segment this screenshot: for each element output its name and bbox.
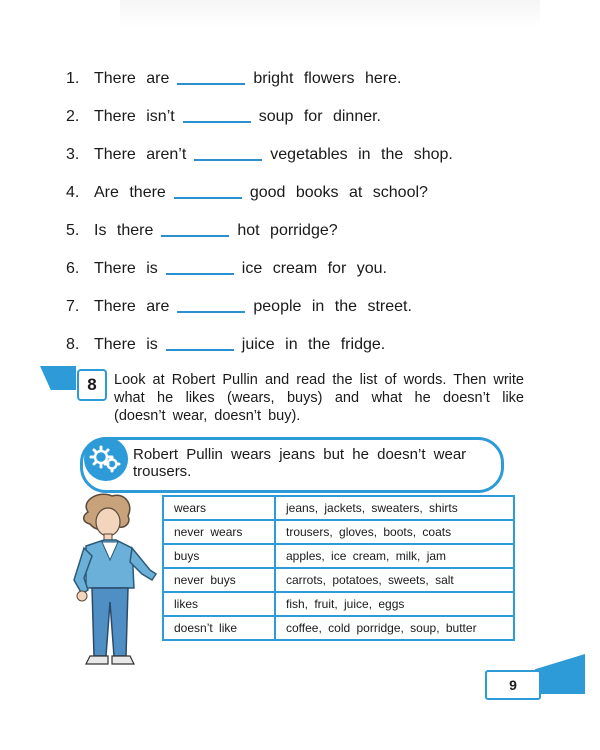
exercise-number: 5. bbox=[66, 222, 80, 239]
exercise-after: vegetables in the shop. bbox=[270, 146, 453, 163]
row-items: carrots, potatoes, sweets, salt bbox=[275, 568, 514, 592]
row-items: coffee, cold porridge, soup, butter bbox=[275, 616, 514, 640]
row-items: jeans, jackets, sweaters, shirts bbox=[275, 496, 514, 520]
table-row bbox=[163, 496, 514, 520]
answer-blank[interactable] bbox=[161, 225, 229, 237]
exercise-before: There is bbox=[94, 336, 158, 353]
exercise-1 bbox=[66, 70, 401, 94]
exercise-number: 1. bbox=[66, 70, 80, 87]
exercise-6 bbox=[66, 260, 387, 284]
exercise-4 bbox=[66, 184, 428, 208]
row-label: buys bbox=[163, 544, 275, 568]
gears-icon bbox=[84, 437, 128, 481]
exercise-before: There is bbox=[94, 260, 158, 277]
exercise-before: There are bbox=[94, 70, 170, 87]
exercise-number: 3. bbox=[66, 146, 80, 163]
answer-blank[interactable] bbox=[166, 263, 234, 275]
exercise-before: Is there bbox=[94, 222, 154, 239]
exercise-before: There are bbox=[94, 298, 170, 315]
row-label: wears bbox=[163, 496, 275, 520]
exercise-after: ice cream for you. bbox=[241, 260, 387, 277]
exercise-after: bright flowers here. bbox=[253, 70, 402, 87]
exercise-before: Are there bbox=[94, 184, 166, 201]
row-items: trousers, gloves, boots, coats bbox=[275, 520, 514, 544]
answer-blank[interactable] bbox=[177, 73, 245, 85]
robert-pullin-illustration bbox=[60, 490, 160, 670]
row-label: never buys bbox=[163, 568, 275, 592]
table-row bbox=[163, 520, 514, 544]
row-items: apples, ice cream, milk, jam bbox=[275, 544, 514, 568]
table-row bbox=[163, 568, 514, 592]
table-row bbox=[163, 616, 514, 640]
task-number: 8 bbox=[77, 369, 107, 401]
words-table bbox=[162, 495, 515, 641]
exercise-5 bbox=[66, 222, 338, 246]
row-label: doesn’t like bbox=[163, 616, 275, 640]
exercise-before: There aren’t bbox=[94, 146, 187, 163]
exercise-after: juice in the fridge. bbox=[241, 336, 386, 353]
exercise-before: There isn’t bbox=[94, 108, 175, 125]
row-label: never wears bbox=[163, 520, 275, 544]
exercise-8 bbox=[66, 336, 385, 360]
example-sentence: Robert Pullin wears jeans but he doesn’t wear trousers. bbox=[133, 446, 467, 480]
exercise-7 bbox=[66, 298, 412, 322]
exercise-after: soup for dinner. bbox=[258, 108, 381, 125]
task-instruction: Look at Robert Pullin and read the list of words. Then write what he likes (wears, buys) and what he doesn’t like (doesn’t wear, doesn’t buy). bbox=[114, 372, 524, 424]
answer-blank[interactable] bbox=[174, 187, 242, 199]
table-row bbox=[163, 592, 514, 616]
exercise-after: people in the street. bbox=[253, 298, 412, 315]
page-number: 9 bbox=[485, 670, 541, 700]
exercise-after: good books at school? bbox=[249, 184, 428, 201]
exercise-number: 2. bbox=[66, 108, 80, 125]
answer-blank[interactable] bbox=[177, 301, 245, 313]
table-row bbox=[163, 544, 514, 568]
answer-blank[interactable] bbox=[183, 111, 251, 123]
exercise-number: 8. bbox=[66, 336, 80, 353]
exercise-number: 6. bbox=[66, 260, 80, 277]
exercise-number: 7. bbox=[66, 298, 80, 315]
corner-tab bbox=[535, 654, 585, 694]
answer-blank[interactable] bbox=[194, 149, 262, 161]
row-items: fish, fruit, juice, eggs bbox=[275, 592, 514, 616]
exercise-2 bbox=[66, 108, 381, 132]
exercise-after: hot porridge? bbox=[237, 222, 338, 239]
answer-blank[interactable] bbox=[166, 339, 234, 351]
exercise-3 bbox=[66, 146, 453, 170]
exercise-number: 4. bbox=[66, 184, 80, 201]
task-tab-marker bbox=[40, 366, 76, 390]
top-page-edge bbox=[120, 0, 540, 28]
row-label: likes bbox=[163, 592, 275, 616]
